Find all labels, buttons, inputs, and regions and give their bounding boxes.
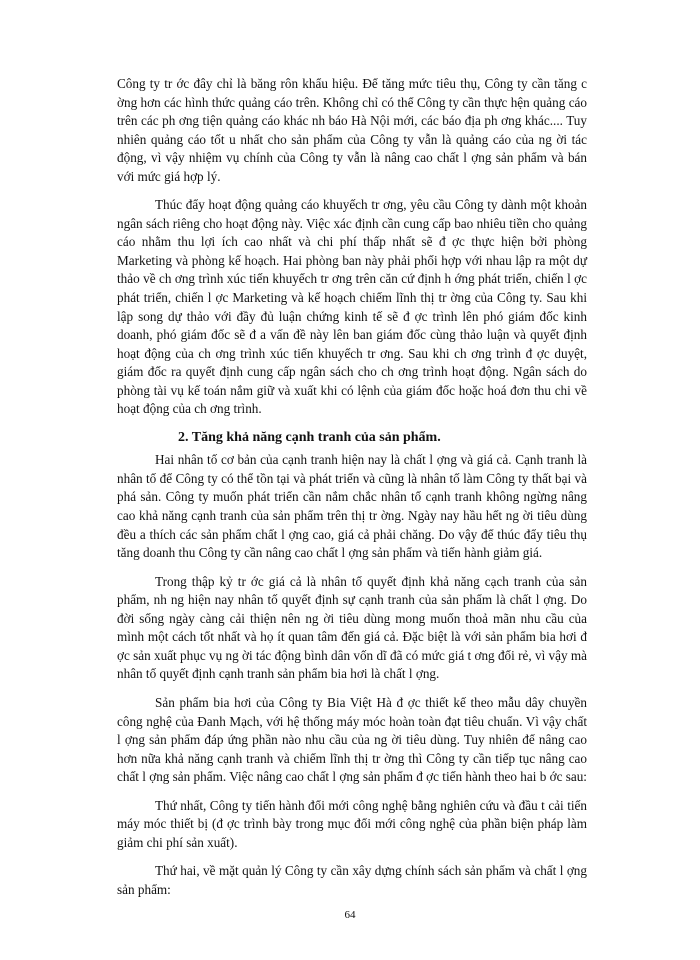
page-number: 64 (344, 909, 356, 921)
paragraph-product-quality: Sản phẩm bia hơi của Công ty Bia Việt Hà đ ợc thiết kế theo mẫu dây chuyền công nghệ của Đanh Mạch, với hệ thống máy móc hoàn toàn đạt tiêu chuẩn. Vì vậy chất l ợng sản phẩm đáp ứng phần nào nhu cầu của ng ời tiêu dùng. Tuy nhiên để nâng cao hơn nữa khả năng cạnh tranh và chiếm lĩnh thị tr ờng thì Công ty cần tiếp tục nâng cao chất l ợng sản phẩm. Việc nâng cao chất l ợng sản phẩm đ ợc tiến hành theo hai b ớc sau: (117, 694, 587, 785)
paragraph-step-two: Thứ hai, về mặt quản lý Công ty cần xây dựng chính sách sản phẩm và chất l ợng sản phẩm: (117, 863, 587, 897)
body-text (117, 75, 587, 909)
paragraph-advertising-channels: Công ty tr ớc đây chỉ là băng rôn khẩu hiệu. Để tăng mức tiêu thụ, Công ty cần tăng c ờng hơn các hình thức quảng cáo trên. Không chỉ có thể Công ty cần thực hện quảng cáo trên các ph ơng tiện quảng cáo khác nh báo Hà Nội mới, các báo địa ph ơng khác.... Tuy nhiên quảng cáo tốt u nhất cho sản phẩm của Công ty vẫn là quảng cáo của ng ời tác động, vì vậy nhiệm vụ chính của Công ty vẫn là nâng cao chất l ợng sản phẩm và bán với mức giá hợp lý. (117, 76, 587, 184)
paragraph-advertising-budget: Thúc đẩy hoạt động quảng cáo khuyếch tr ơng, yêu cầu Công ty dành một khoản ngân sách riêng cho hoạt động này. Việc xác định cần cung cấp bao nhiêu tiền cho quảng cáo nhằm thu lợi ích cao nhất và chi phí thấp nhất sẽ đ ợc thực hiện bởi phòng Marketing và phòng kế hoạch. Hai phòng ban này phải phối hợp với nhau lập ra một dự thảo về ch ơng trình xúc tiến khuyếch tr ơng trên căn cứ định h ớng phát triển, chiến l ợc phát triển, chiến l ợc Marketing và kế hoạch chiếm lĩnh thị tr ờng của Công ty. Sau khi lập song dự thảo với đầy đủ luận chứng kinh tế sẽ đ ợc trình lên phó giám đốc kinh doanh, phó giám đốc sẽ đ a vấn đề này lên ban giám đốc cùng thảo luận và quyết định hoạt động của ch ơng trình xúc tiến khuyếch tr ơng. Sau khi ch ơng trình đ ợc duyệt, giám đốc ra quyết định cung cấp ngân sách cho ch ơng trình hoạt động. Ngân sách do phòng tài vụ kế toán nắm giữ và xuất khi có lệnh của giám đốc hoặc hoá đơn thu chi về hoạt động của ch ơng trình. (117, 197, 587, 417)
section-heading: 2. Tăng khả năng cạnh tranh của sản phẩm. (178, 429, 441, 445)
paragraph-quality-vs-price: Trong thập kỷ tr ớc giá cả là nhân tố quyết định khả năng cạch tranh của sản phẩm, nh ng hiện nay nhân tố quyết định sự cạnh tranh của sản phẩm là chất l ợng. Do đời sống ngày càng cải thiện nên ng ời tiêu dùng mong muốn thoả mãn nhu cầu của mình một cách tốt nhất và họ ít quan tâm đến giá cả. Đặc biệt là với sản phẩm bia hơi đ ợc sản xuất phục vụ ng ời tác động bình dân vốn dĩ đã có mức giá t ơng đối rẻ, vì vậy mà nhân tố quyết định cạnh tranh sản phẩm bia hơi là chất l ợng. (117, 573, 587, 682)
paragraph-step-one: Thứ nhất, Công ty tiến hành đổi mới công nghệ bằng nghiên cứu và đầu t cải tiến máy móc thiết bị (đ ợc trình bày trong mục đổi mới công nghệ của phần biện pháp làm giảm chi phí sản xuất). (117, 797, 587, 850)
paragraph-competition-factors: Hai nhân tố cơ bản của cạnh tranh hiện nay là chất l ợng và giá cả. Cạnh tranh là nhân tố để Công ty có thể tồn tại và phát triển và cũng là nhân tố làm Công ty thất bại và phá sản. Công ty muốn phát triển cần nắm chắc nhân tố cạnh tranh không ngừng nâng cao khả năng cạnh tranh của sản phẩm trên thị tr ờng. Ngày nay hầu hết ng ời tiêu dùng đều a thích các sản phẩm chất l ợng cao, giá cả phải chăng. Do vậy để thúc đẩy tiêu thụ tăng doanh thu Công ty cần nâng cao chất l ợng sản phẩm và tiến hành giảm giá. (117, 452, 587, 561)
